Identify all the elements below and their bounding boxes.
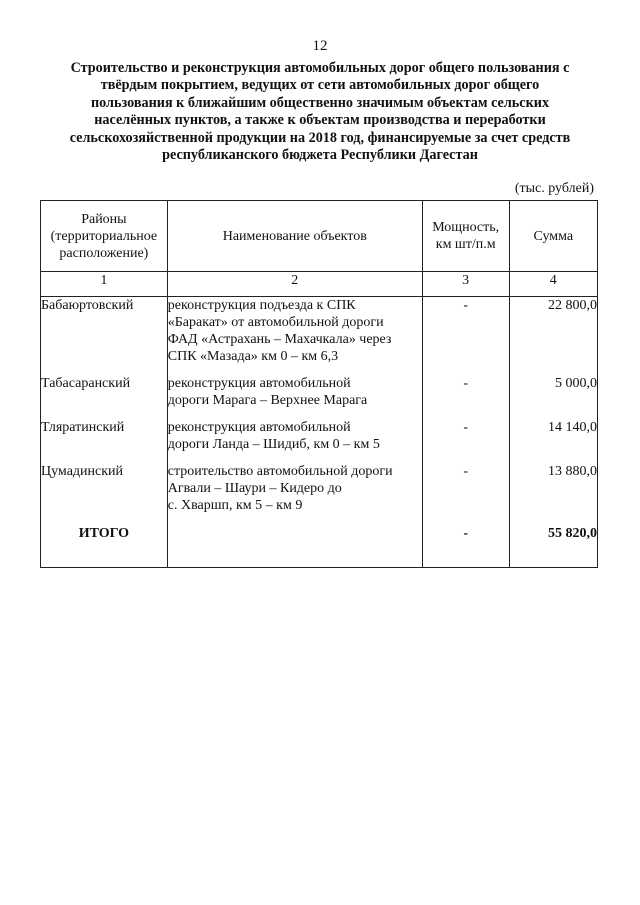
objects-table (40, 200, 598, 568)
object-line: Агвали – Шаури – Кидеро до (167, 481, 342, 496)
header-sum (509, 201, 597, 272)
object-line: реконструкция подъезда к СПК (167, 298, 356, 313)
object-line: реконструкция автомобильной (167, 376, 351, 391)
capacity-cell: - (422, 375, 509, 419)
table-row (41, 297, 598, 376)
object-line: «Баракат» от автомобильной дороги (167, 315, 384, 330)
page-number: 12 (312, 38, 328, 54)
object-cell (167, 463, 422, 525)
object-cell (167, 419, 422, 463)
column-numbers-row (41, 272, 598, 297)
object-line: реконструкция автомобильной (167, 420, 351, 435)
sum-cell: 22 800,0 (509, 297, 597, 376)
total-sum: 55 820,0 (509, 525, 597, 568)
title-line: твёрдым покрытием, ведущих от сети автомобильных дорог общего (100, 77, 540, 94)
header-line: Наименование объектов (222, 228, 367, 244)
units-label: (тыс. рублей) (514, 181, 594, 196)
object-line: ФАД «Астрахань – Махачкала» через (167, 332, 392, 347)
column-number: 2 (167, 272, 422, 297)
table-row (41, 419, 598, 463)
table-row (41, 463, 598, 525)
title-line: сельскохозяйственной продукции на 2018 год, финансируемые за счет средств (69, 129, 571, 146)
header-line: расположение) (59, 245, 149, 261)
header-line: км шт/п.м (435, 237, 496, 252)
object-line: СПК «Мазада» км 0 – км 6,3 (167, 349, 339, 364)
object-line: строительство автомобильной дороги (167, 464, 393, 479)
header-line: (территориальное (50, 228, 158, 244)
total-object-cell (167, 525, 422, 568)
column-number: 4 (509, 272, 597, 297)
district-cell: Цумадинский (41, 463, 168, 525)
column-number: 1 (41, 272, 168, 297)
header-line: Сумма (533, 228, 574, 244)
district-cell: Бабаюртовский (41, 297, 168, 376)
sum-cell: 14 140,0 (509, 419, 597, 463)
title-line: населённых пунктов, а также к объектам производства и переработки (94, 112, 546, 129)
object-cell (167, 297, 422, 376)
capacity-cell: - (422, 297, 509, 376)
total-row (41, 525, 598, 568)
capacity-cell: - (422, 463, 509, 525)
district-cell: Табасаранский (41, 375, 168, 419)
header-objects (167, 201, 422, 272)
title-line: республиканского бюджета Республики Дагестан (162, 147, 478, 164)
header-capacity (422, 201, 509, 272)
district-cell: Тляратинский (41, 419, 168, 463)
total-capacity: - (422, 525, 509, 568)
sum-cell: 13 880,0 (509, 463, 597, 525)
object-cell (167, 375, 422, 419)
table-header-row (41, 201, 598, 272)
table-row (41, 375, 598, 419)
column-number: 3 (422, 272, 509, 297)
header-line: Мощность, (432, 220, 500, 235)
title-line: пользования к ближайшим общественно значимым объектам сельских (90, 94, 550, 111)
object-line: с. Хваршп, км 5 – км 9 (167, 498, 303, 513)
document-title (40, 60, 600, 164)
object-line: дороги Марага – Верхнее Марага (167, 393, 368, 408)
sum-cell: 5 000,0 (509, 375, 597, 419)
title-line: Строительство и реконструкция автомобильных дорог общего пользования с (70, 60, 570, 76)
header-line: Районы (81, 211, 127, 227)
capacity-cell: - (422, 419, 509, 463)
total-label: ИТОГО (41, 525, 168, 568)
object-line: дороги Ланда – Шидиб, км 0 – км 5 (167, 437, 380, 452)
header-districts (41, 201, 168, 272)
